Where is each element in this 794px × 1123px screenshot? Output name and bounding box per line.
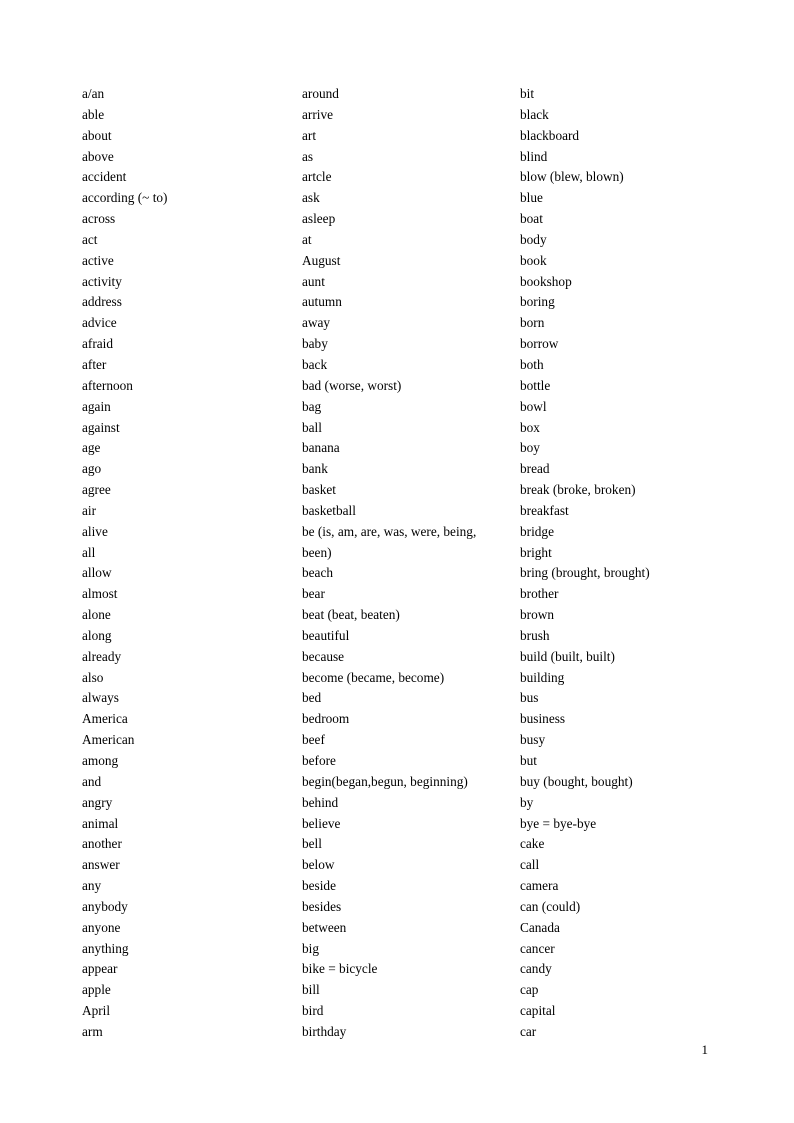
vocab-word: address [82,294,122,310]
vocab-word: banana [302,440,340,456]
word-column-2 [302,84,507,1043]
vocab-word: call [520,857,540,873]
vocab-word: become (became, become) [302,669,445,685]
vocab-word: black [520,106,549,122]
vocab-word: across [82,211,116,227]
vocab-word: alive [82,523,108,539]
vocab-word: afraid [82,336,114,352]
vocab-word: basket [302,482,336,498]
vocab-word: another [82,836,122,852]
vocab-word: autumn [302,294,342,310]
vocab-word: August [302,252,341,268]
vocab-word: bedroom [302,711,350,727]
vocab-word: cancer [520,940,555,956]
vocab-word: busy [520,732,546,748]
vocab-word: activity [82,273,122,289]
vocab-word: afternoon [82,377,133,393]
vocab-word: bread [520,461,550,477]
vocab-word: around [302,86,339,101]
vocab-word: arrive [302,106,334,122]
vocab-word: be (is, am, are, was, were, being, [302,523,477,539]
vocab-word: America [82,711,128,727]
vocab-word: breakfast [520,502,569,518]
vocab-word: borrow [520,336,559,352]
vocab-word: apple [82,982,111,998]
vocab-word: candy [520,961,552,977]
vocab-word: cap [520,982,539,998]
vocab-word: back [302,356,328,372]
vocab-word: beach [302,565,334,581]
vocab-word: ago [82,461,102,477]
vocab-word: break (broke, broken) [520,482,636,498]
vocab-word: accident [82,169,127,185]
vocab-word: a/an [82,86,105,101]
vocab-word: along [82,627,112,643]
vocab-word: bit [520,86,535,101]
vocab-word: brush [520,627,550,643]
vocab-word: act [82,231,98,247]
vocab-word: again [82,398,111,414]
vocab-word: anybody [82,898,128,914]
vocab-word: bridge [520,523,554,539]
vocab-word: April [82,1003,111,1019]
word-column-3 [520,84,740,1043]
vocab-word: body [520,231,547,247]
word-column-1 [82,84,287,1043]
vocab-word: already [82,648,122,664]
vocab-word: against [82,419,120,435]
page-number: 1 [701,1042,708,1057]
vocab-word: bag [302,398,322,414]
vocab-word: boy [520,440,540,456]
vocab-word: bed [302,690,322,706]
vocab-word: book [520,252,547,268]
vocab-word: both [520,356,544,372]
vocab-word: Canada [520,919,560,935]
vocab-word: blue [520,190,543,206]
vocab-word: bring (brought, brought) [520,565,650,581]
vocab-word: box [520,419,540,435]
vocab-word: brown [520,607,554,623]
vocab-word: almost [82,586,118,602]
vocab-word: always [82,690,119,706]
vocab-word: blackboard [520,127,580,143]
vocab-word: birthday [302,1023,347,1039]
vocab-word: business [520,711,566,727]
vocab-word: beat (beat, beaten) [302,607,400,623]
vocab-word: big [302,940,319,956]
vocab-word: advice [82,315,117,331]
vocab-word: above [82,148,114,164]
vocab-word: aunt [302,273,325,289]
vocab-word: art [302,127,317,143]
vocab-word: bell [302,836,322,852]
vocab-word: below [302,857,335,873]
vocab-word: able [82,106,105,122]
vocab-word: anything [82,940,129,956]
vocab-word: age [82,440,101,456]
vocab-word: asleep [302,211,336,227]
vocab-word: bill [302,982,320,998]
vocab-word: but [520,753,537,768]
vocab-word: blow (blew, blown) [520,169,624,185]
vocab-word: ask [302,190,320,206]
vocab-word: beside [302,878,336,894]
vocab-word: angry [82,794,113,810]
vocab-word: boat [520,211,543,227]
vocab-word: beautiful [302,627,350,643]
vocab-word: bank [302,461,328,477]
vocab-word: begin(began,begun, beginning) [302,773,468,789]
vocab-word: behind [302,794,339,810]
vocab-word: been) [302,544,332,560]
vocab-word: active [82,252,114,268]
vocab-word: artcle [302,169,332,185]
vocab-word: according (~ to) [82,190,168,206]
vocab-word: away [302,315,331,331]
vocab-word: boring [520,294,555,310]
vocab-word: bottle [520,377,551,393]
vocab-word: as [302,148,314,164]
vocab-word: blind [520,148,548,164]
vocab-word: also [82,669,104,685]
vocab-word: among [82,753,119,768]
vocab-word: before [302,753,336,768]
vocab-word: appear [82,961,118,977]
vocab-word: bike = bicycle [302,961,378,977]
vocab-word: can (could) [520,898,581,914]
vocab-word: air [82,502,97,518]
vocab-word: camera [520,878,559,894]
vocab-word: alone [82,607,111,623]
vocab-word: bowl [520,398,547,414]
vocab-word: car [520,1023,537,1039]
vocab-word: bus [520,690,539,706]
vocab-word: basketball [302,502,356,518]
vocab-word: bear [302,586,325,602]
vocab-word: bright [520,544,552,560]
vocab-word: born [520,315,545,331]
vocab-word: any [82,878,102,894]
vocab-word: after [82,356,107,372]
vocab-word: besides [302,898,342,914]
vocab-word: building [520,669,565,685]
vocab-word: answer [82,857,120,873]
vocab-word: cake [520,836,545,852]
vocab-word: by [520,794,534,810]
vocab-word: and [82,773,102,789]
vocab-word: at [302,231,312,247]
vocab-word: because [302,648,345,664]
vocab-word: bird [302,1003,324,1019]
vocab-word: bad (worse, worst) [302,377,402,393]
vocab-word: allow [82,565,112,581]
vocab-word: baby [302,336,328,352]
vocab-word: build (built, built) [520,648,615,664]
vocab-word: ball [302,419,322,435]
vocab-word: anyone [82,919,121,935]
vocab-word: capital [520,1003,556,1019]
vocab-word: American [82,732,135,748]
vocab-word: brother [520,586,559,602]
vocab-word: between [302,919,347,935]
vocab-word: buy (bought, bought) [520,773,633,789]
vocab-word: agree [82,482,111,498]
vocab-word: believe [302,815,341,831]
vocab-word: animal [82,815,119,831]
vocab-word: beef [302,732,325,748]
vocab-word: all [82,544,96,560]
vocab-word: about [82,127,112,143]
vocab-word: bye = bye-bye [520,815,597,831]
vocab-word: arm [82,1023,103,1039]
vocab-word: bookshop [520,273,572,289]
